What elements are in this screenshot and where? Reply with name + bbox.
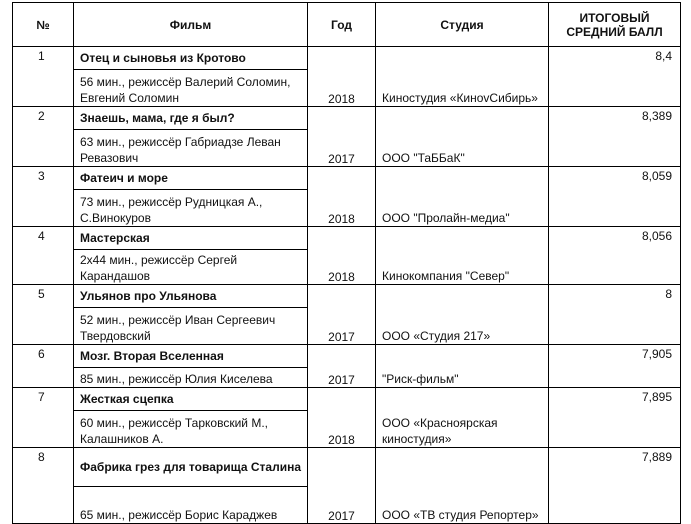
film-studio: ООО «Красноярская киностудия»: [376, 388, 549, 448]
film-score: 8,056: [549, 227, 681, 285]
film-year: 2017: [308, 345, 376, 388]
film-description: 73 мин., режиссёр Рудницкая А., С.Винокуров: [74, 190, 308, 227]
film-studio: Киностудия «КиноvСибирь»: [376, 47, 549, 107]
film-score: 7,905: [549, 345, 681, 388]
row-number: 3: [13, 167, 74, 227]
film-score: 8: [549, 285, 681, 345]
row-number: 4: [13, 227, 74, 285]
film-year: 2018: [308, 227, 376, 285]
film-description: 63 мин., режиссёр Габриадзе Леван Ревазович: [74, 130, 308, 167]
film-title: Знаешь, мама, где я был?: [74, 107, 308, 130]
film-title: Ульянов про Ульянова: [74, 285, 308, 308]
film-title: Жесткая сцепка: [74, 388, 308, 411]
film-year: 2017: [308, 107, 376, 167]
film-description: 85 мин., режиссёр Юлия Киселева: [74, 368, 308, 388]
film-description: 52 мин., режиссёр Иван Сергеевич Твердовский: [74, 308, 308, 345]
film-score: 8,059: [549, 167, 681, 227]
header-year: Год: [308, 3, 376, 47]
film-description: 65 мин., режиссёр Борис Караджев: [74, 487, 308, 524]
film-title: Мозг. Вторая Вселенная: [74, 345, 308, 368]
film-title: Фатеич и море: [74, 167, 308, 190]
row-number: 5: [13, 285, 74, 345]
header-film: Фильм: [74, 3, 308, 47]
film-studio: ООО «Студия 217»: [376, 285, 549, 345]
film-score: 8,4: [549, 47, 681, 107]
header-studio: Студия: [376, 3, 549, 47]
film-year: 2017: [308, 448, 376, 524]
film-title: Отец и сыновья из Кротово: [74, 47, 308, 70]
film-description: 2х44 мин., режиссёр Сергей Карандашов: [74, 250, 308, 285]
film-studio: ООО «ТВ студия Репортер»: [376, 448, 549, 524]
film-description: 60 мин., режиссёр Тарковский М., Калашников А.: [74, 411, 308, 448]
film-title: Фабрика грез для товарища Сталина: [74, 448, 308, 487]
row-number: 7: [13, 388, 74, 448]
film-studio: ООО "ТаББаК": [376, 107, 549, 167]
film-score: 7,889: [549, 448, 681, 524]
row-number: 1: [13, 47, 74, 107]
film-description: 56 мин., режиссёр Валерий Соломин, Евгений Соломин: [74, 70, 308, 107]
film-year: 2018: [308, 47, 376, 107]
row-number: 2: [13, 107, 74, 167]
film-studio: "Риск-фильм": [376, 345, 549, 388]
film-year: 2017: [308, 285, 376, 345]
film-year: 2018: [308, 388, 376, 448]
row-number: 6: [13, 345, 74, 388]
film-score: 8,389: [549, 107, 681, 167]
film-year: 2018: [308, 167, 376, 227]
film-studio: ООО "Пролайн-медиа": [376, 167, 549, 227]
film-title: Мастерская: [74, 227, 308, 250]
films-rating-table: [12, 2, 681, 524]
header-score: ИТОГОВЫЙ СРЕДНИЙ БАЛЛ: [549, 3, 681, 47]
film-score: 7,895: [549, 388, 681, 448]
film-studio: Кинокомпания "Север": [376, 227, 549, 285]
header-number: №: [13, 3, 74, 47]
row-number: 8: [13, 448, 74, 524]
